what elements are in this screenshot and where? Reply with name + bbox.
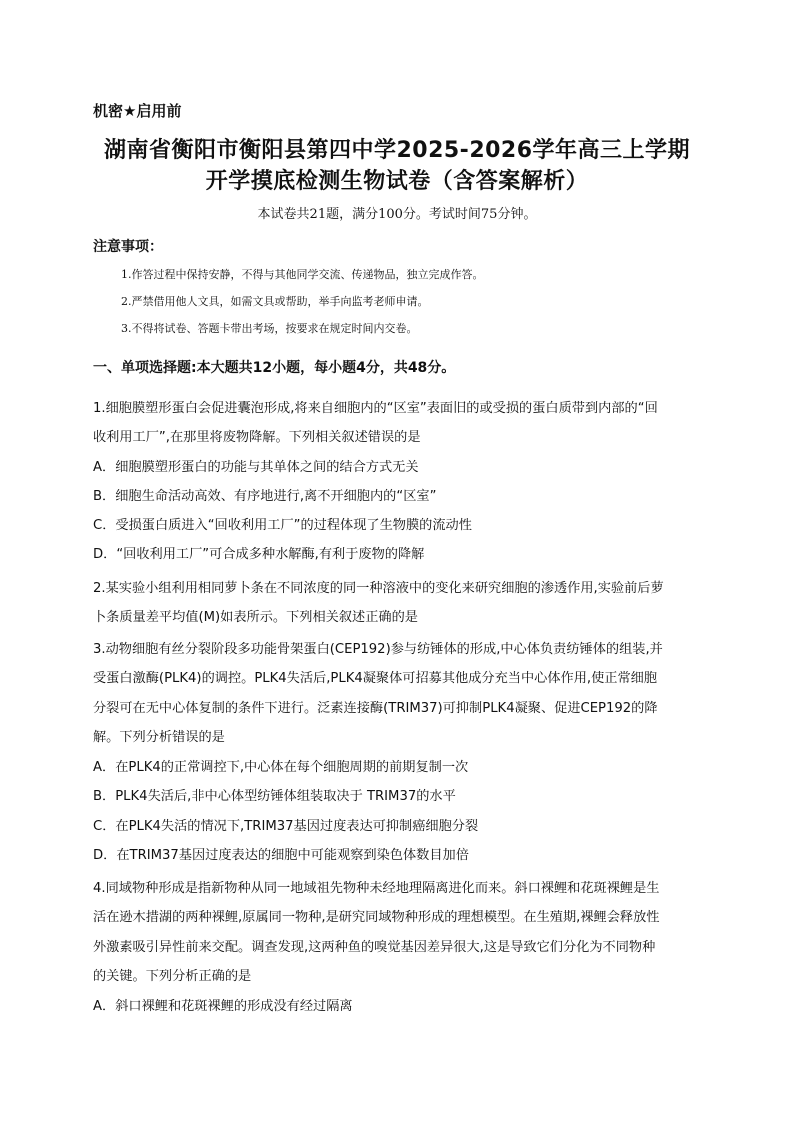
question-1-option-b: B．细胞生命活动高效、有序地进行,离不开细胞内的“区室”: [93, 489, 437, 504]
question-1-option-d: D．“回收利用工厂”可合成多种水解酶,有利于废物的降解: [93, 547, 425, 562]
question-3-stem: 3.动物细胞有丝分裂阶段多功能骨架蛋白(CEP192)参与纺锤体的形成,中心体负责纺锤体的组装,并: [93, 642, 663, 657]
question-4-stem: 活在逊木措湖的两种裸鲤,原属同一物种,是研究同域物种形成的理想模型。在生殖期,裸鲤会释放性: [93, 910, 660, 925]
question-1-option-c: C．受损蛋白质进入“回收利用工厂”的过程体现了生物膜的流动性: [93, 518, 472, 533]
notice-heading: 注意事项：: [93, 239, 163, 255]
exam-info: 本试卷共21题，满分100分。考试时间75分钟。: [257, 207, 537, 222]
question-1-option-a: A．细胞膜塑形蛋白的功能与其单体之间的结合方式无关: [93, 460, 419, 475]
question-4-stem: 外激素吸引异性前来交配。调查发现,这两种鱼的嗅觉基因差异很大,这是导致它们分化为不同物种: [93, 940, 656, 955]
question-1-stem: 收利用工厂”,在那里将废物降解。下列相关叙述错误的是: [93, 430, 421, 445]
question-3-option-d: D．在TRIM37基因过度表达的细胞中可能观察到染色体数目加倍: [93, 848, 469, 863]
question-4-stem: 4.同域物种形成是指新物种从同一地域祖先物种未经地理隔离进化而来。斜口裸鲤和花斑裸鲤是生: [93, 881, 660, 896]
notice-item: 2.严禁借用他人文具，如需文具或帮助，举手向监考老师申请。: [121, 295, 429, 308]
question-3-option-b: B．PLK4失活后,非中心体型纺锤体组装取决于 TRIM37的水平: [93, 789, 456, 804]
question-3-stem: 受蛋白激酶(PLK4)的调控。PLK4失活后,PLK4凝聚体可招募其他成分充当中心体作用,使正常细胞: [93, 671, 658, 686]
question-3-stem: 分裂可在无中心体复制的条件下进行。泛素连接酶(TRIM37)可抑制PLK4凝聚、促进CEP192的降: [93, 701, 658, 716]
exam-title-line1: 湖南省衡阳市衡阳县第四中学2025-2026学年高三上学期: [103, 138, 691, 163]
question-3-option-c: C．在PLK4失活的情况下,TRIM37基因过度表达可抑制癌细胞分裂: [93, 819, 479, 834]
question-1-stem: 1.细胞膜塑形蛋白会促进囊泡形成,将来自细胞内的“区室”表面旧的或受损的蛋白质带到内部的“回: [93, 401, 658, 416]
question-4-stem: 的关键。下列分析正确的是: [93, 969, 252, 984]
question-3-option-a: A．在PLK4的正常调控下,中心体在每个细胞周期的前期复制一次: [93, 760, 469, 775]
question-3-stem: 解。下列分析错误的是: [93, 730, 225, 745]
exam-title-line2: 开学摸底检测生物试卷（含答案解析）: [205, 169, 589, 194]
confidential-label: 机密★启用前: [93, 102, 182, 120]
section-heading: 一、单项选择题:本大题共12小题，每小题4分，共48分。: [93, 360, 456, 376]
notice-item: 3.不得将试卷、答题卡带出考场，按要求在规定时间内交卷。: [121, 322, 418, 335]
notice-item: 1.作答过程中保持安静，不得与其他同学交流、传递物品，独立完成作答。: [121, 268, 484, 281]
question-2-stem: 卜条质量差平均值(M)如表所示。下列相关叙述正确的是: [93, 610, 418, 625]
question-4-option-a: A．斜口裸鲤和花斑裸鲤的形成没有经过隔离: [93, 999, 353, 1014]
question-2-stem: 2.某实验小组利用相同萝卜条在不同浓度的同一种溶液中的变化来研究细胞的渗透作用,实验前后萝: [93, 581, 664, 596]
